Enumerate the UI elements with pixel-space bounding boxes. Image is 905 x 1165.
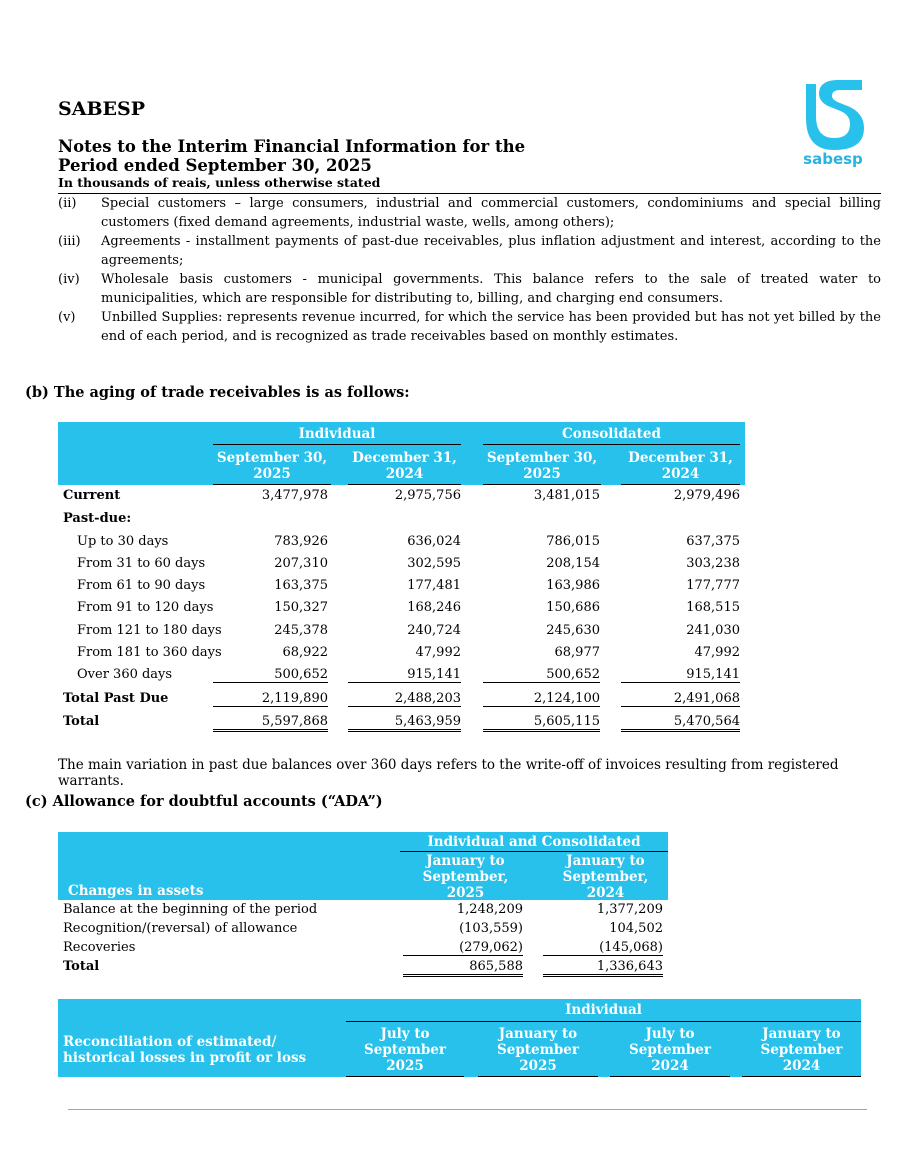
ada-table-header [58, 832, 668, 900]
rec-row-header [63, 1034, 306, 1066]
cell: 1,336,643 [543, 959, 663, 977]
company-name: SABESP [58, 98, 146, 120]
cell: (279,062) [403, 940, 523, 956]
cell: 637,375 [686, 534, 740, 549]
row-label: From 61 to 90 days [77, 578, 206, 593]
cell: 3,477,978 [261, 488, 328, 503]
aging-section-heading: (b) The aging of trade receivables is as follows: [25, 384, 410, 401]
column-rule [610, 1076, 730, 1077]
cell: 302,595 [407, 556, 461, 571]
table-row [58, 691, 748, 713]
column-header [483, 450, 601, 482]
cell: 104,502 [609, 921, 663, 936]
cell: 915,141 [621, 667, 740, 683]
cell: 5,605,115 [483, 714, 600, 732]
cell: (103,559) [459, 921, 523, 936]
column-rule [213, 484, 331, 485]
column-header-line: 2024 [661, 466, 700, 482]
column-header-line: 2024 [651, 1058, 689, 1074]
cell: 47,992 [415, 645, 461, 660]
cell: 168,246 [407, 600, 461, 615]
cell: 2,979,496 [673, 488, 740, 503]
row-label: From 181 to 360 days [77, 645, 222, 660]
row-label: Balance at the beginning of the period [63, 902, 318, 917]
cell: 500,652 [213, 667, 328, 683]
column-header-line: 2025 [253, 466, 291, 482]
cell: 241,030 [686, 623, 740, 638]
table-row [58, 940, 668, 959]
column-header [478, 1026, 598, 1074]
cell: 68,922 [282, 645, 328, 660]
table-row [58, 667, 748, 689]
column-header [543, 853, 668, 901]
row-label: Total Past Due [63, 691, 169, 706]
column-rule [621, 484, 740, 485]
table-row [58, 623, 748, 645]
aging-note: The main variation in past due balances over 360 days refers to the write-off of invoices resulting from registered warrants. [58, 757, 839, 789]
list-item-number: (v) [58, 310, 76, 325]
column-header-line: September [628, 1042, 712, 1058]
column-header-line: 2025 [523, 466, 561, 482]
reconciliation-table-header [58, 999, 861, 1077]
row-label: Recognition/(reversal) of allowance [63, 921, 298, 936]
cell: 168,515 [686, 600, 740, 615]
list-item-text: Agreements - installment payments of past-due receivables, plus inflation adjustment and interest, according to the agreements; [101, 234, 881, 268]
cell: 786,015 [546, 534, 600, 549]
column-header-line: December 31, [352, 450, 457, 466]
page-title [58, 137, 525, 175]
row-label: Current [63, 488, 121, 503]
column-header [348, 450, 461, 482]
column-header [742, 1026, 861, 1074]
rec-group-label: Individual [565, 1002, 642, 1018]
column-header-line: 2025 [519, 1058, 557, 1074]
cell: 245,630 [546, 623, 600, 638]
row-label: Past-due: [63, 511, 132, 526]
table-row [58, 600, 748, 622]
column-header-line: September 30, [216, 450, 328, 466]
cell: (145,068) [543, 940, 663, 956]
cell: 163,375 [274, 578, 328, 593]
cell: 865,588 [403, 959, 523, 977]
group-individual-rule [213, 444, 461, 445]
list-item [58, 270, 881, 308]
column-header-line: 2024 [782, 1058, 821, 1074]
group-consolidated-label: Consolidated [562, 426, 661, 442]
title-line-2: Period ended September 30, 2025 [58, 156, 372, 175]
rec-row-header-line: historical losses in profit or loss [63, 1050, 307, 1066]
cell: 2,491,068 [621, 691, 740, 707]
column-header [346, 1026, 464, 1074]
footer-divider [68, 1109, 867, 1110]
cell: 207,310 [274, 556, 328, 571]
cell: 5,470,564 [621, 714, 740, 732]
cell: 150,327 [274, 600, 328, 615]
cell: 5,463,959 [348, 714, 461, 732]
cell: 783,926 [274, 534, 328, 549]
receivables-definitions-list [58, 194, 881, 346]
cell: 2,119,890 [213, 691, 328, 707]
row-label: From 91 to 120 days [77, 600, 214, 615]
units-note: In thousands of reais, unless otherwise stated [58, 175, 381, 190]
cell: 1,377,209 [596, 902, 663, 917]
column-header [213, 450, 331, 482]
column-header-line: 2024 [586, 885, 625, 901]
list-item [58, 232, 881, 270]
group-individual-label: Individual [298, 426, 376, 442]
column-header-line: January to [426, 853, 505, 869]
column-header-line: January to [762, 1026, 841, 1042]
column-header [403, 853, 528, 901]
cell: 2,488,203 [348, 691, 461, 707]
list-item-number: (iv) [58, 272, 80, 287]
table-row [58, 534, 748, 556]
title-line-1: Notes to the Interim Financial Information for the [58, 137, 526, 156]
list-item-text: Wholesale basis customers - municipal governments. This balance refers to the sale of treated water to municipalities, which are responsible for distributing to, billing, and charging end consumers. [101, 272, 881, 306]
column-header-line: September 30, [486, 450, 598, 466]
column-header-line: September, [562, 869, 649, 885]
cell: 240,724 [407, 623, 461, 638]
column-header-line: September [496, 1042, 580, 1058]
cell: 150,686 [546, 600, 600, 615]
list-item-text: Special customers – large consumers, industrial and commercial customers, condominiums and special billing customers (fixed demand agreements, industrial waste, wells, among others); [101, 196, 881, 230]
ada-group-label: Individual and Consolidated [427, 834, 641, 850]
logo-text: sabesp [803, 150, 863, 168]
column-header-line: July to [645, 1026, 695, 1042]
column-rule [742, 1076, 861, 1077]
cell: 2,975,756 [394, 488, 461, 503]
column-header [610, 1026, 730, 1074]
list-item [58, 308, 881, 346]
rec-row-header-line: Reconciliation of estimated/ [63, 1034, 277, 1050]
ada-group-rule [400, 851, 668, 852]
group-consolidated-rule [483, 444, 740, 445]
cell: 245,378 [274, 623, 328, 638]
column-header-line: 2025 [386, 1058, 424, 1074]
table-row [58, 714, 748, 736]
cell: 2,124,100 [483, 691, 600, 707]
ada-section-heading: (c) Allowance for doubtful accounts (“ADA”) [25, 793, 383, 810]
cell: 68,977 [554, 645, 600, 660]
column-header-line: 2025 [446, 885, 485, 901]
list-item-number: (ii) [58, 196, 77, 211]
column-header [621, 450, 740, 482]
row-label: From 31 to 60 days [77, 556, 206, 571]
column-header-line: 2024 [385, 466, 424, 482]
table-row [58, 902, 668, 921]
cell: 163,986 [546, 578, 600, 593]
cell: 47,992 [694, 645, 740, 660]
list-item-number: (iii) [58, 234, 81, 249]
column-rule [346, 1076, 464, 1077]
row-label: Total [63, 959, 100, 974]
column-header-line: January to [498, 1026, 578, 1042]
cell: 303,238 [686, 556, 740, 571]
table-row [58, 556, 748, 578]
cell: 500,652 [483, 667, 600, 683]
table-row [58, 488, 748, 510]
cell: 1,248,209 [456, 902, 523, 917]
column-header-line: September [363, 1042, 447, 1058]
table-row [58, 921, 668, 940]
cell: 5,597,868 [213, 714, 328, 732]
row-label: Total [63, 714, 100, 729]
row-label: Up to 30 days [77, 534, 169, 549]
cell: 177,481 [407, 578, 461, 593]
column-header-line: September [760, 1042, 843, 1058]
list-item [58, 194, 881, 232]
aging-table-header [58, 422, 745, 485]
cell: 3,481,015 [533, 488, 600, 503]
cell: 636,024 [407, 534, 461, 549]
cell: 915,141 [348, 667, 461, 683]
column-header-line: September, [422, 869, 509, 885]
column-rule [478, 1076, 598, 1077]
row-label: From 121 to 180 days [77, 623, 222, 638]
table-row [58, 578, 748, 600]
table-row [58, 959, 668, 978]
column-header-line: December 31, [628, 450, 733, 466]
list-item-text: Unbilled Supplies: represents revenue incurred, for which the service has been provided but has not yet billed by the end of each period, and is recognized as trade receivables based on monthly estimates. [101, 310, 881, 344]
table-row [58, 645, 748, 667]
table-row [58, 511, 748, 533]
row-label: Recoveries [63, 940, 136, 955]
rec-group-rule [346, 1021, 861, 1022]
cell: 177,777 [686, 578, 740, 593]
column-header-line: January to [566, 853, 645, 869]
row-label: Over 360 days [77, 667, 173, 682]
column-header-line: July to [380, 1026, 430, 1042]
column-rule [483, 484, 601, 485]
ada-row-header: Changes in assets [68, 883, 204, 899]
cell: 208,154 [546, 556, 600, 571]
column-rule [348, 484, 461, 485]
